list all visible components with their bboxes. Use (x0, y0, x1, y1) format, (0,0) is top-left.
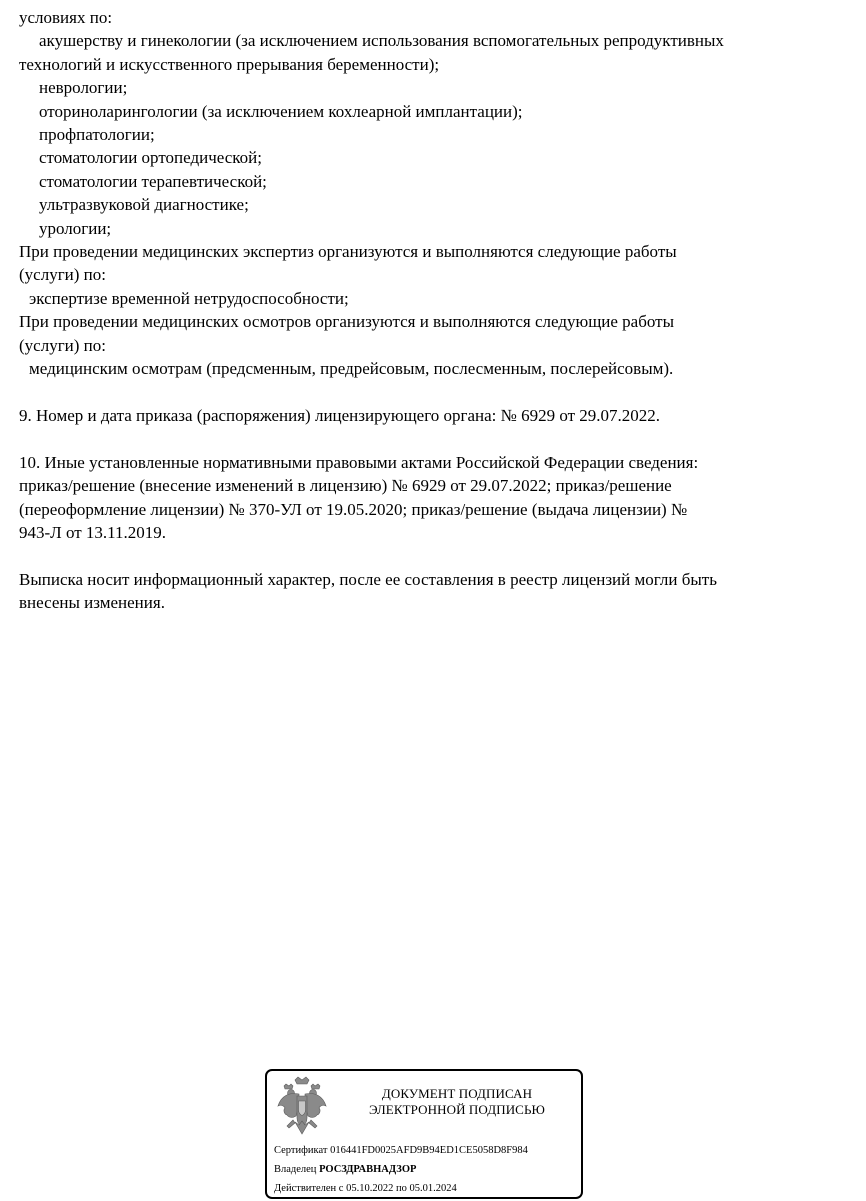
exams-item: медицинским осмотрам (предсменным, предрейсовым, послесменным, послерейсовым). (29, 359, 674, 379)
section-10-line: 943-Л от 13.11.2019. (19, 522, 167, 542)
certificate-row (274, 1141, 528, 1160)
specialty-item: оториноларингологии (за исключением кохлеарной имплантации); (39, 101, 523, 121)
stamp-title-line: ДОКУМЕНТ ПОДПИСАН (381, 1086, 533, 1101)
certificate-label: Сертификат (274, 1145, 328, 1156)
spacer (19, 427, 834, 450)
specialty-item: профпатологии; (39, 125, 155, 145)
coat-of-arms-icon (275, 1076, 329, 1140)
specialty-item-continuation: технологий и искусственного прерывания беременности); (19, 54, 440, 74)
section-10-line: (переоформление лицензии) № 370-УЛ от 19.05.2020; приказ/решение (выдача лицензии) № (19, 499, 688, 519)
intro-line: условиях по: (19, 8, 113, 27)
certificate-value: 016441FD0025AFD9B94ED1CE5058D8F984 (330, 1145, 528, 1156)
validity-row: Действителен с 05.10.2022 по 05.01.2024 (274, 1183, 457, 1194)
expertise-item: экспертизе временной нетрудоспособности; (29, 288, 349, 308)
disclaimer-line: внесены изменения. (19, 593, 165, 613)
stamp-title (339, 1086, 575, 1118)
specialty-item: ультразвуковой диагностике; (39, 195, 249, 215)
document-body (19, 6, 834, 615)
electronic-signature-stamp (265, 1069, 583, 1199)
specialty-item: урологии; (39, 218, 112, 238)
exams-heading-continuation: (услуги) по: (19, 335, 106, 355)
stamp-title-line: ЭЛЕКТРОННОЙ ПОДПИСЬЮ (369, 1102, 545, 1117)
section-9: 9. Номер и дата приказа (распоряжения) лицензирующего органа: № 6929 от 29.07.2022. (19, 405, 661, 425)
specialty-item: неврологии; (39, 78, 128, 98)
exams-heading: При проведении медицинских осмотров организуются и выполняются следующие работы (19, 312, 674, 332)
stamp-info (274, 1141, 528, 1198)
section-10-line: приказ/решение (внесение изменений в лицензию) № 6929 от 29.07.2022; приказ/решение (19, 476, 672, 496)
owner-value: РОСЗДРАВНАДЗОР (319, 1164, 417, 1175)
expertise-heading-continuation: (услуги) по: (19, 265, 106, 285)
owner-row (274, 1160, 528, 1179)
section-10-line: 10. Иные установленные нормативными правовыми актами Российской Федерации сведения: (19, 452, 699, 472)
spacer (19, 381, 834, 404)
specialty-item: акушерству и гинекологии (за исключением использования вспомогательных репродуктивных (39, 31, 724, 51)
specialty-item: стоматологии ортопедической; (39, 148, 262, 168)
spacer (19, 544, 834, 567)
expertise-heading: При проведении медицинских экспертиз организуются и выполняются следующие работы (19, 242, 677, 262)
specialty-item: стоматологии терапевтической; (39, 171, 267, 191)
owner-label: Владелец (274, 1164, 317, 1175)
disclaimer-line: Выписка носит информационный характер, после ее составления в реестр лицензий могли быть (19, 569, 717, 589)
